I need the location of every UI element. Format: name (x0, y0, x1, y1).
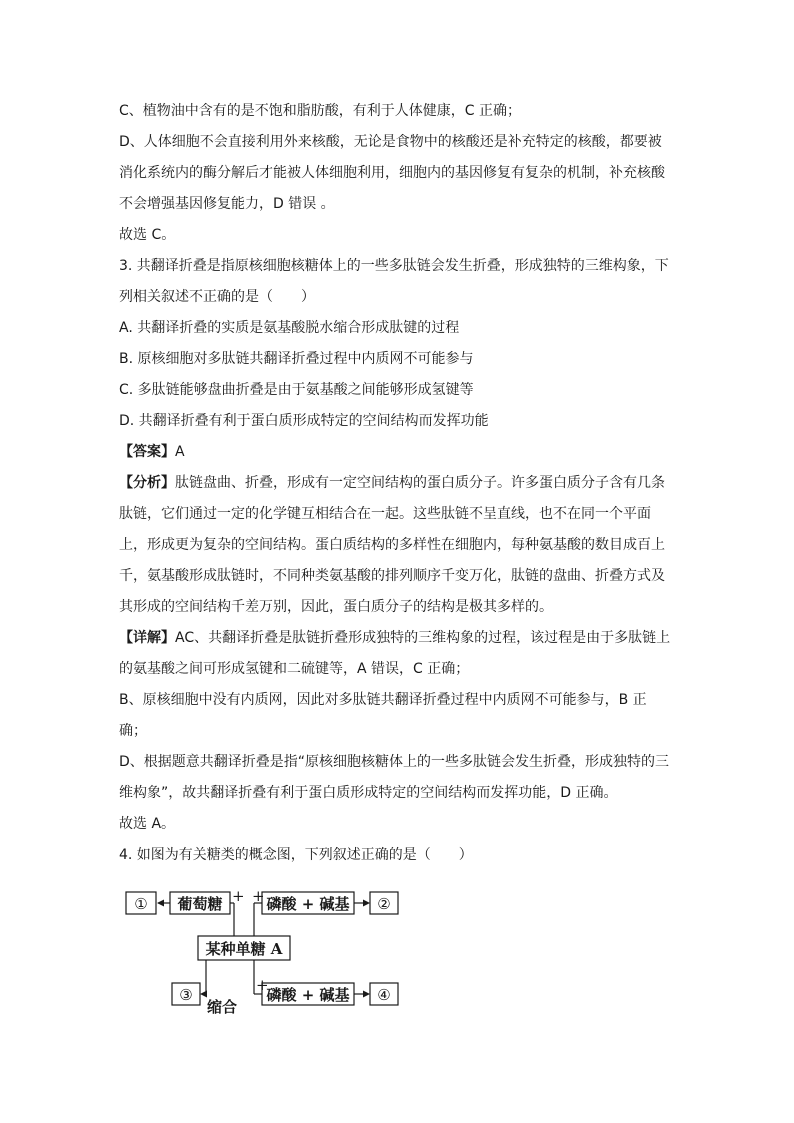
detail-tag: 【详解】 (119, 630, 175, 646)
document-page (119, 96, 679, 871)
detail-line: B、原核细胞中没有内质网，因此对多肽链共翻译折叠过程中内质网不可能参与，B 正 (119, 692, 647, 708)
option-a: A. 共翻译折叠的实质是氨基酸脱水缩合形成肽键的过程 (119, 320, 460, 336)
phosphate-base-top-label: 磷酸 + 碱基 (266, 895, 350, 913)
detail-line: 确； (119, 723, 147, 739)
label-4: ④ (377, 986, 391, 1004)
text-line: D、人体细胞不会直接利用外来核酸，无论是食物中的核酸还是补充特定的核酸，都要被 (119, 134, 662, 150)
label-1: ① (134, 895, 148, 913)
plus-left: + (232, 887, 245, 905)
label-3: ③ (179, 986, 193, 1004)
analysis-line: 其形成的空间结构千差万别，因此，蛋白质分子的结构是极其多样的。 (119, 599, 553, 615)
text-line: 故选 C。 (119, 227, 176, 243)
analysis-text: 肽链盘曲、折叠，形成有一定空间结构的蛋白质分子。许多蛋白质分子含有几条 (175, 475, 665, 491)
analysis-line: 肽链，它们通过一定的化学键互相结合在一起。这些肽链不呈直线，也不在同一个平面 (119, 506, 651, 522)
answer-text: A (175, 444, 185, 460)
detail-line: 故选 A。 (119, 816, 176, 832)
analysis-tag: 【分析】 (119, 475, 175, 491)
phosphate-base-bottom-label: 磷酸 + 碱基 (266, 986, 350, 1004)
analysis-line: 千，氨基酸形成肽链时，不同种类氨基酸的排列顺序千变万化，肽链的盘曲、折叠方式及 (119, 568, 665, 584)
monosaccharide-label: 某种单糖 A (205, 940, 283, 958)
answer-tag: 【答案】 (119, 444, 175, 460)
label-2: ② (377, 895, 391, 913)
arrow-head-icon (363, 900, 370, 907)
option-b: B. 原核细胞对多肽链共翻译折叠过程中内质网不可能参与 (119, 351, 474, 367)
arrow-head-icon (157, 900, 164, 907)
answer-line (119, 437, 679, 468)
plus-top: + (252, 887, 265, 905)
question-3-stem-cont: 列相关叙述不正确的是（ ） (119, 289, 315, 305)
arrow-head-icon (363, 991, 370, 998)
glucose-label: 葡萄糖 (177, 895, 223, 913)
detail-text: AC、共翻译折叠是肽链折叠形成独特的三维构象的过程，该过程是由于多肽链上 (175, 630, 671, 646)
option-c: C. 多肽链能够盘曲折叠是由于氨基酸之间能够形成氢键等 (119, 382, 474, 398)
sugar-concept-diagram (124, 884, 424, 1024)
arrow-head-icon (200, 991, 207, 998)
condensation-label: 缩合 (206, 998, 238, 1016)
analysis-line (119, 468, 679, 499)
text-line: 消化系统内的酶分解后才能被人体细胞利用，细胞内的基因修复有复杂的机制，补充核酸 (119, 165, 665, 181)
plus-bottom: + (256, 976, 269, 994)
detail-line (119, 623, 679, 654)
question-4-stem: 4. 如图为有关糖类的概念图，下列叙述正确的是（ ） (119, 847, 473, 863)
detail-line: 的氨基酸之间可形成氢键和二硫键等，A 错误，C 正确； (119, 661, 470, 677)
option-d: D. 共翻译折叠有利于蛋白质形成特定的空间结构而发挥功能 (119, 413, 489, 429)
text-line: C、植物油中含有的是不饱和脂肪酸，有利于人体健康，C 正确； (119, 103, 521, 119)
question-3-stem: 3. 共翻译折叠是指原核细胞核糖体上的一些多肽链会发生折叠，形成独特的三维构象，下 (119, 258, 669, 274)
analysis-line: 上，形成更为复杂的空间结构。蛋白质结构的多样性在细胞内，每种氨基酸的数目成百上 (119, 537, 665, 553)
detail-line: 维构象”，故共翻译折叠有利于蛋白质形成特定的空间结构而发挥功能，D 正确。 (119, 785, 618, 801)
text-line: 不会增强基因修复能力，D 错误 。 (119, 196, 335, 212)
detail-line: D、根据题意共翻译折叠是指“原核细胞核糖体上的一些多肽链会发生折叠，形成独特的三 (119, 754, 670, 770)
